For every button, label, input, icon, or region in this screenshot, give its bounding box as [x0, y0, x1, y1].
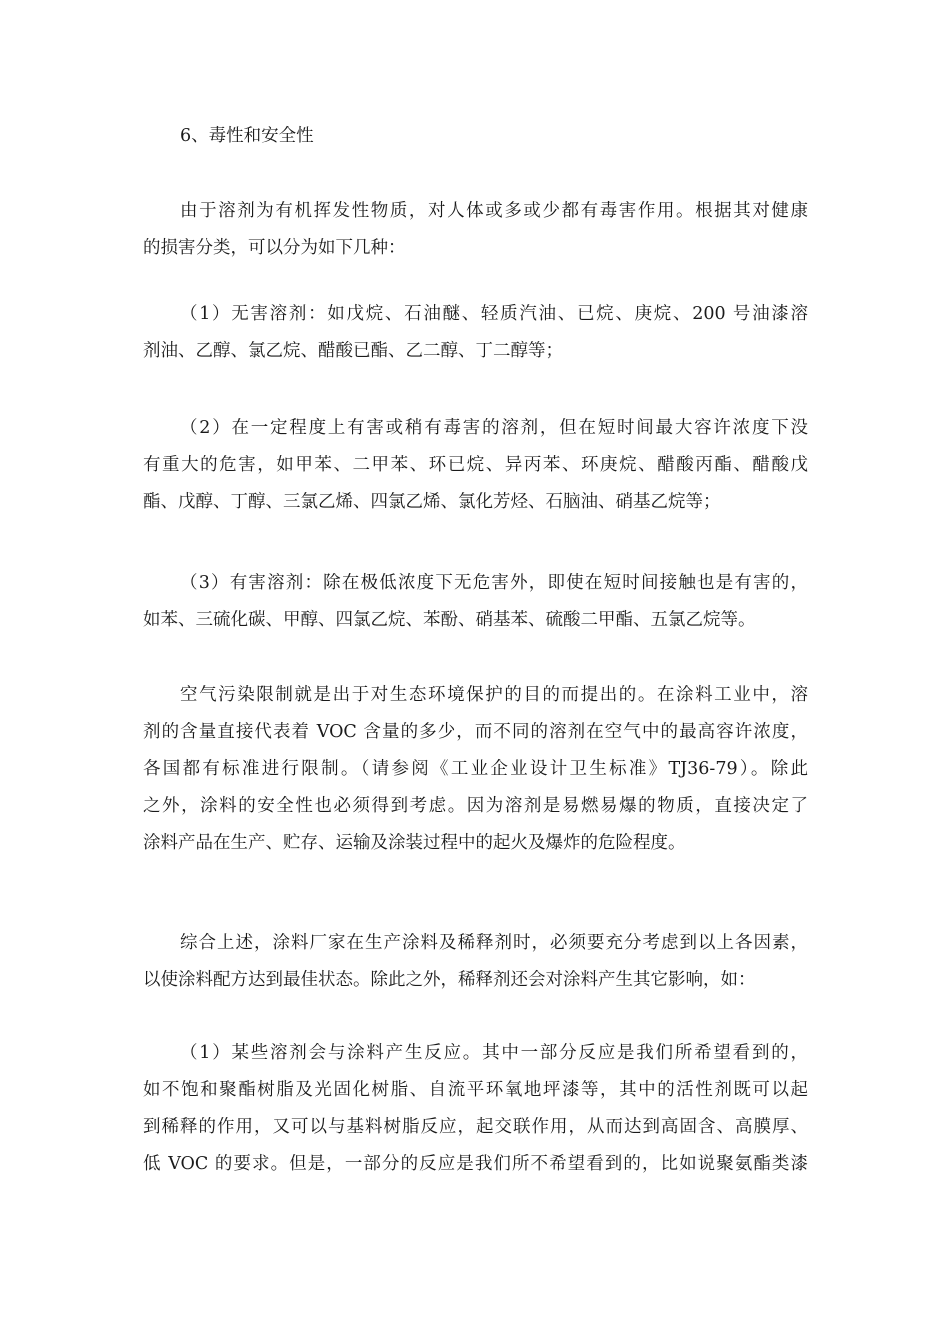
paragraph-line: 空气污染限制就是出于对生态环境保护的目的而提出的。在涂料工业中，溶: [180, 685, 808, 705]
section-heading: 6、毒性和安全性: [180, 126, 314, 146]
paragraph-line: 如不饱和聚酯树脂及光固化树脂、自流平环氧地坪漆等，其中的活性剂既可以起: [143, 1080, 808, 1100]
paragraph-harmful-solvents: [143, 565, 808, 639]
paragraph-intro: [143, 193, 808, 267]
paragraph-harmless-solvents: [143, 296, 808, 370]
paragraph-line: 剂油、乙醇、氯乙烷、醋酸已酯、乙二醇、丁二醇等；: [143, 341, 563, 361]
paragraph-reactive-solvents: [143, 1035, 808, 1183]
paragraph-line: 到稀释的作用，又可以与基料树脂反应，起交联作用，从而达到高固含、高膜厚、: [143, 1117, 808, 1137]
paragraph-line: 剂的含量直接代表着 VOC 含量的多少，而不同的溶剂在空气中的最高容许浓度，: [143, 722, 808, 742]
paragraph-line: 酯、戊醇、丁醇、三氯乙烯、四氯乙烯、氯化芳烃、石脑油、硝基乙烷等；: [143, 492, 721, 512]
section-heading-block: [143, 118, 808, 155]
paragraph-line: 由于溶剂为有机挥发性物质，对人体或多或少都有毒害作用。根据其对健康: [180, 201, 808, 221]
paragraph-line: 涂料产品在生产、贮存、运输及涂装过程中的起火及爆炸的危险程度。: [143, 833, 686, 853]
paragraph-mildly-harmful-solvents: [143, 410, 808, 521]
paragraph-line: （1）无害溶剂：如戊烷、石油醚、轻质汽油、已烷、庚烷、200 号油漆溶: [180, 304, 808, 324]
paragraph-line: 综合上述，涂料厂家在生产涂料及稀释剂时，必须要充分考虑到以上各因素，: [180, 933, 808, 953]
paragraph-air-pollution: [143, 677, 808, 862]
paragraph-line: 有重大的危害，如甲苯、二甲苯、环已烷、异丙苯、环庚烷、醋酸丙酯、醋酸戊: [143, 455, 808, 475]
paragraph-summary: [143, 925, 808, 999]
paragraph-line: 以使涂料配方达到最佳状态。除此之外，稀释剂还会对涂料产生其它影响，如：: [143, 970, 756, 990]
paragraph-line: 各国都有标准进行限制。（请参阅《工业企业设计卫生标准》TJ36-79）。除此: [143, 759, 808, 779]
paragraph-line: （1）某些溶剂会与涂料产生反应。其中一部分反应是我们所希望看到的，: [180, 1043, 808, 1063]
paragraph-line: 低 VOC 的要求。但是，一部分的反应是我们所不希望看到的，比如说聚氨酯类漆: [143, 1154, 808, 1174]
paragraph-line: 之外，涂料的安全性也必须得到考虑。因为溶剂是易燃易爆的物质，直接决定了: [143, 796, 808, 816]
paragraph-line: （2）在一定程度上有害或稍有毒害的溶剂，但在短时间最大容许浓度下没: [180, 418, 808, 438]
paragraph-line: 如苯、三硫化碳、甲醇、四氯乙烷、苯酚、硝基苯、硫酸二甲酯、五氯乙烷等。: [143, 610, 756, 630]
paragraph-line: （3）有害溶剂：除在极低浓度下无危害外，即使在短时间接触也是有害的，: [180, 573, 808, 593]
paragraph-line: 的损害分类，可以分为如下几种：: [143, 238, 406, 258]
